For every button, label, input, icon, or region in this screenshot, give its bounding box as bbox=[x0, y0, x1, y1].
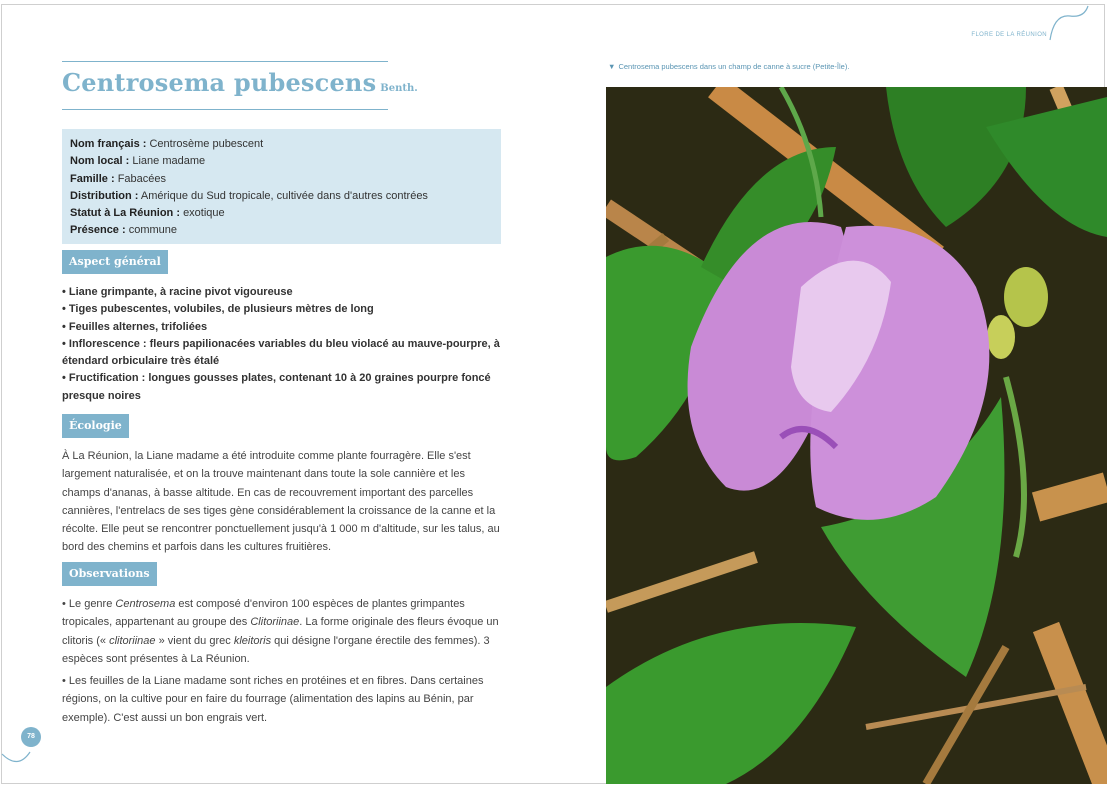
list-item: • Feuilles alternes, trifoliées bbox=[62, 320, 208, 333]
info-line-nom-local bbox=[70, 153, 501, 170]
info-label: Présence : bbox=[70, 224, 126, 237]
info-line-nom-francais bbox=[70, 136, 501, 153]
text-run: est composé d'environ 100 espèces de plantes grimpantes tropicales, appartenant au groupe des bbox=[62, 598, 465, 629]
text-run: » vient du grec bbox=[155, 634, 234, 647]
photo-caption bbox=[608, 62, 849, 71]
caption-marker: ▼ bbox=[608, 62, 616, 71]
info-line-statut bbox=[70, 205, 501, 222]
text-run: • Le genre bbox=[62, 598, 116, 610]
info-value: Liane madame bbox=[132, 155, 206, 168]
flower bbox=[688, 222, 990, 520]
text-run: qui désigne l'organe érectile des femmes). 3 espèces sont présentes à La Réunion. bbox=[62, 634, 490, 665]
info-label: Nom local : bbox=[70, 155, 130, 168]
species-author: Benth. bbox=[380, 83, 418, 94]
info-label: Statut à La Réunion : bbox=[70, 207, 180, 220]
info-line-distribution bbox=[70, 188, 501, 205]
section-heading-aspect: Aspect général bbox=[62, 250, 168, 274]
flower-photo bbox=[606, 87, 1107, 784]
list-item: • Liane grimpante, à racine pivot vigoureuse bbox=[62, 286, 293, 298]
info-line-famille bbox=[70, 171, 501, 188]
observations-paragraph-2: • Les feuilles de la Liane madame sont riches en protéines et en fibres. Dans certaines régions, on la cultive pour en faire du fourrage (alimentation des lapins au Bénin, par exemple). C'est aussi un bon engrais vert. bbox=[62, 675, 484, 724]
info-box bbox=[62, 129, 501, 244]
info-value: Amérique du Sud tropicale, cultivée dans d'autres contrées bbox=[140, 189, 428, 202]
page-number-badge: 78 bbox=[21, 727, 41, 747]
species-name: Centrosema pubescens bbox=[62, 68, 377, 97]
list-item: • Fructification : longues gousses plates, contenant 10 à 20 graines pourpre foncé presque noires bbox=[62, 372, 491, 402]
title-rule-top bbox=[62, 61, 388, 62]
text-run: . La forme originale des fleurs évoque un clitoris (« bbox=[62, 616, 499, 647]
section-heading-observations: Observations bbox=[62, 562, 157, 586]
ecologie-paragraph: À La Réunion, la Liane madame a été introduite comme plante fourragère. Elle s'est largement naturalisée, et on la trouve maintenant dans toute la sole cannière et les champs d'ananas, à basse altitude. En cas de recouvrement important des parcelles cannières, l'entrelacs de ses tiges gène considérablement la croissance de la canne et la récolte. Elle peut se rencontrer ponctuellement jusqu'à 1 000 m d'altitude, sur les talus, au bord des chemins et parfois dans les cultures fruitières. bbox=[62, 450, 500, 554]
observations-paragraph-1 bbox=[62, 595, 502, 668]
top-swoosh-decoration bbox=[1040, 4, 1095, 44]
right-page bbox=[555, 0, 1110, 792]
caption-text: Centrosema pubescens dans un champ de canne à sucre (Petite-Île). bbox=[618, 62, 850, 71]
info-value: Fabacées bbox=[117, 172, 166, 185]
info-line-presence bbox=[70, 222, 501, 239]
info-label: Distribution : bbox=[70, 189, 139, 202]
list-item: • Tiges pubescentes, volubiles, de plusieurs mètres de long bbox=[62, 303, 374, 316]
info-label: Nom français : bbox=[70, 138, 147, 150]
italic-greek: kleitoris bbox=[233, 634, 272, 647]
section-heading-ecologie: Écologie bbox=[62, 414, 129, 438]
italic-term: clitoriinae bbox=[109, 634, 156, 647]
info-label: Famille : bbox=[70, 172, 115, 185]
aspect-bullet-list bbox=[62, 284, 502, 405]
info-value: commune bbox=[128, 224, 178, 237]
title-rule-bottom bbox=[62, 109, 388, 110]
italic-group: Clitoriinae bbox=[250, 616, 300, 629]
info-value: exotique bbox=[183, 207, 225, 220]
species-title bbox=[62, 68, 418, 97]
list-item: • Inflorescence : fleurs papilionacées variables du bleu violacé au mauve-pourpre, à étendard orbiculaire très étalé bbox=[62, 337, 500, 368]
italic-genus: Centrosema bbox=[115, 598, 176, 610]
running-head: FLORE DE LA RÉUNION bbox=[971, 32, 1047, 38]
info-value: Centrosème pubescent bbox=[149, 138, 264, 150]
